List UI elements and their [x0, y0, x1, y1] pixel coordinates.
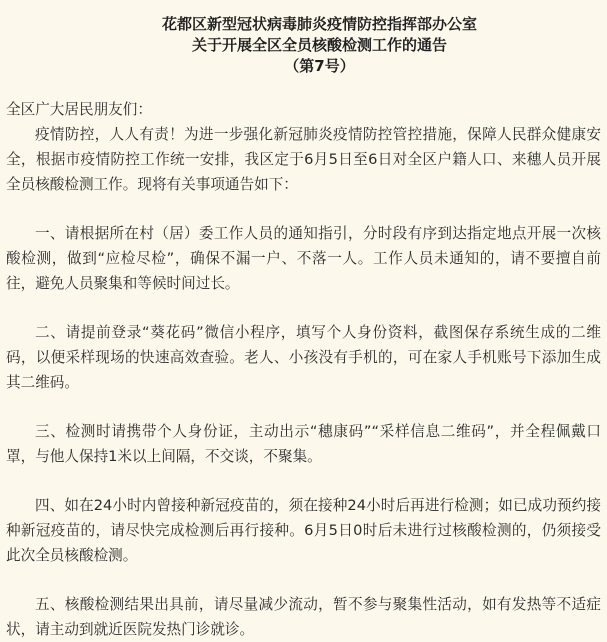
- salutation: 全区广大居民朋友们：: [6, 101, 152, 118]
- item-2-paragraph: 二、请提前登录“葵花码”微信小程序，填写个人身份资料，截图保存系统生成的二维码，以便采样现场的快速高效查验。老人、小孩没有手机的，可在家人手机账号下添加生成其二维码。: [6, 324, 601, 391]
- notice-number: （第7号）: [284, 57, 355, 75]
- notice-title: 关于开展全区全员核酸检测工作的通告: [191, 36, 447, 54]
- paragraph-gap: [6, 296, 601, 320]
- paragraph-gap: [6, 395, 601, 419]
- paragraph-gap: [6, 197, 601, 221]
- item-1-paragraph: 一、请根据所在村（居）委工作人员的通知指引，分时段有序到达指定地点开展一次核酸检测，做到“应检尽检”，确保不漏一户、不落一人。工作人员未通知的，请不要擅自前往，避免人员聚集和等候时间过长。: [6, 225, 601, 292]
- item-5-paragraph: 五、核酸检测结果出具前，请尽量减少流动，暂不参与聚集性活动，如有发热等不适症状，请主动到就近医院发热门诊就诊。: [6, 596, 601, 638]
- paragraph-gap: [6, 568, 601, 592]
- issuer-title: 花都区新型冠状病毒肺炎疫情防控指挥部办公室: [161, 15, 477, 33]
- item-4-paragraph: 四、如在24小时内曾接种新冠疫苗的，须在接种24小时后再进行检测；如已成功预约接种新冠疫苗的，请尽快完成检测后再行接种。6月5日0时后未进行过核酸检测的，仍须接受此次全员核酸检测。: [6, 497, 601, 564]
- notice-header: [38, 14, 601, 77]
- item-3-paragraph: 三、检测时请携带个人身份证，主动出示“穗康码”“采样信息二维码”，并全程佩戴口罩，与他人保持1米以上间隔，不交谈，不聚集。: [6, 423, 601, 465]
- intro-paragraph: 疫情防控，人人有责！为进一步强化新冠肺炎疫情防控管控措施，保障人民群众健康安全，根据市疫情防控工作统一安排，我区定于6月5日至6日对全区户籍人口、来穗人员开展全员核酸检测工作。现将有关事项通告如下：: [6, 126, 601, 193]
- paragraph-gap: [6, 469, 601, 493]
